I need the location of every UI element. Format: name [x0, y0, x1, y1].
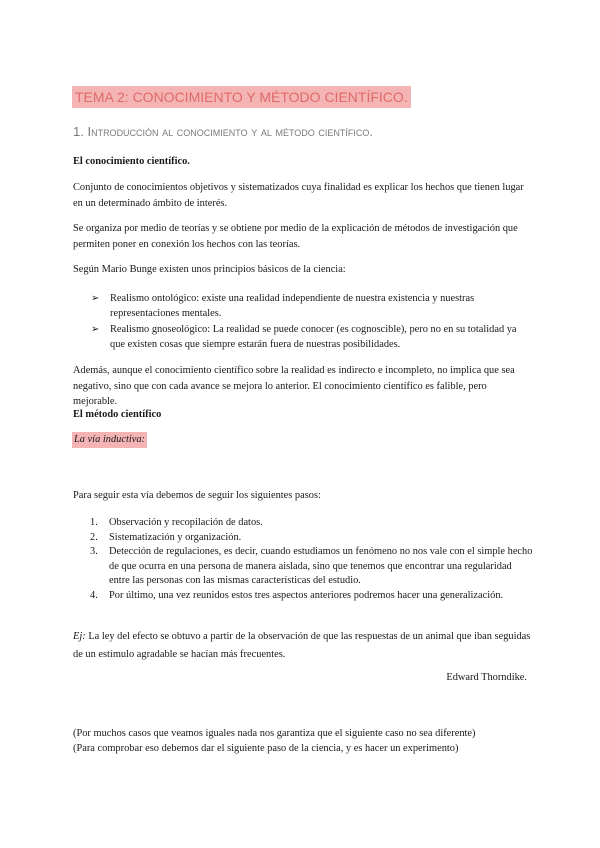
step-text: Detección de regulaciones, es decir, cuando estudiamos un fenómeno no nos vale con el simple hecho de que ocurra en una persona de manera aislada, sino que tenemos que encontrar una regularidad entre las personas con las mismas características del estudio. [109, 546, 533, 587]
paragraph-organization: Se organiza por medio de teorías y se obtiene por medio de la explicación de métodos de investigación que permiten poner en conexión los hechos con las teorías. [73, 223, 518, 250]
arrow-bullet-icon: ➢ [91, 324, 100, 335]
list-item [73, 531, 533, 546]
list-item-text: Realismo gnoseológico: La realidad se puede conocer (es cognoscible), pero no en su totalidad ya que existen cosas que siempre estarán fuera de nuestras posibilidades. [110, 324, 517, 350]
note-guarantee: (Por muchos casos que veamos iguales nada nos garantiza que el siguiente caso no sea diferente) [73, 728, 476, 739]
page-title: TEMA 2: CONOCIMIENTO Y MÉTODO CIENTÍFICO. [72, 86, 411, 108]
step-number: 3. [90, 546, 98, 558]
paragraph-bunge-intro: Según Mario Bunge existen unos principios básicos de la ciencia: [73, 264, 346, 275]
list-item [73, 545, 533, 589]
section-subtitle: 1. Introducción al conocimiento y al método científico. [73, 124, 374, 139]
step-number: 2. [90, 531, 98, 543]
list-item [73, 291, 533, 321]
bunge-principles-list [73, 291, 533, 353]
step-text: Observación y recopilación de datos. [109, 517, 263, 528]
list-item [73, 589, 533, 604]
step-number: 4. [90, 589, 98, 601]
example-paragraph [73, 628, 533, 664]
step-text: Por último, una vez reunidos estos tres aspectos anteriores podremos hacer una generalización. [109, 589, 504, 601]
paragraph-steps-intro: Para seguir esta vía debemos de seguir los siguientes pasos: [73, 490, 321, 501]
example-label: Ej: [73, 631, 86, 642]
arrow-bullet-icon: ➢ [91, 293, 100, 304]
list-item-text: Realismo ontológico: existe una realidad independiente de nuestra existencia y nuestras representaciones mentales. [110, 293, 475, 319]
note-experiment: (Para comprobar eso debemos dar el siguiente paso de la ciencia, y es hacer un experimento) [73, 743, 459, 754]
example-text: La ley del efecto se obtuvo a partir de la observación de que las respuestas de un animal que iban seguidas de un estímulo agradable se hacían más frecuentes. [73, 631, 531, 660]
author-attribution: Edward Thorndike. [446, 672, 527, 683]
steps-list [73, 516, 533, 604]
subheading-via-inductiva: La vía inductiva: [72, 432, 147, 448]
heading-conocimiento: El conocimiento científico. [73, 156, 190, 167]
heading-metodo: El método científico [73, 409, 162, 420]
paragraph-definition: Conjunto de conocimientos objetivos y sistematizados cuya finalidad es explicar los hechos que tienen lugar en un determinado ámbito de interés. [73, 182, 524, 209]
step-number: 1. [90, 517, 98, 528]
paragraph-falible: Además, aunque el conocimiento científico sobre la realidad es indirecto e incompleto, no implica que sea negativo, sino que con cada avance se mejora lo anterior. El conocimiento científico es falible, pero mejorable. [73, 365, 515, 407]
list-item [73, 516, 533, 531]
list-item [73, 322, 533, 352]
step-text: Sistematización y organización. [109, 531, 242, 543]
